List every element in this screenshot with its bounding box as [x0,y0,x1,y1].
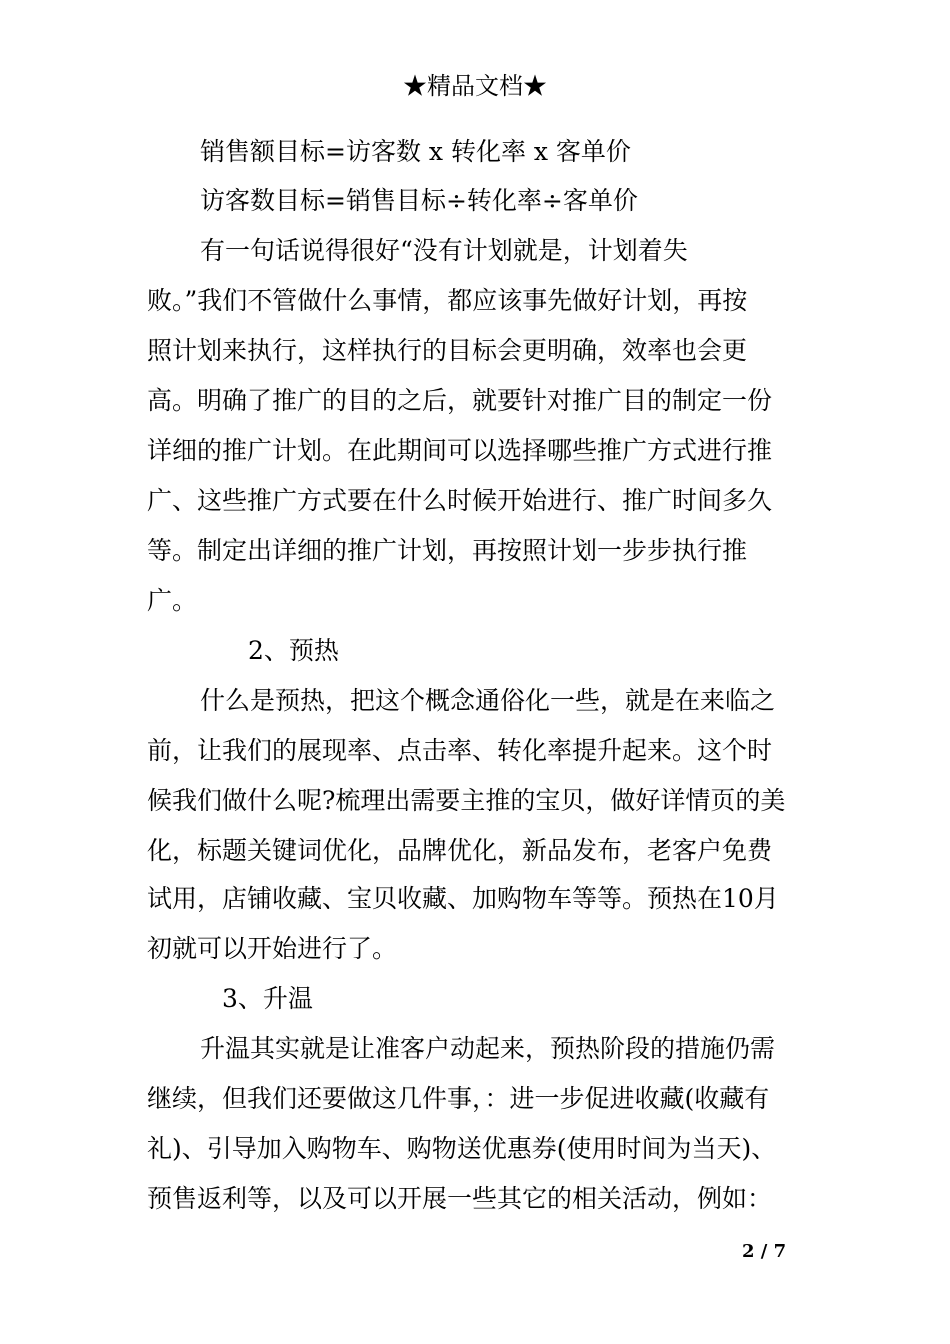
body-line: 广。 [147,586,198,615]
body-line: 初就可以开始进行了。 [147,934,398,963]
body-line: 什么是预热，把这个概念通俗化一些，就是在来临之 [200,686,776,715]
body-line: 败。”我们不管做什么事情，都应该事先做好计划，再按 [147,286,748,315]
body-line: 详细的推广计划。在此期间可以选择哪些推广方式进行推 [147,436,773,465]
body-line: 前，让我们的展现率、点击率、转化率提升起来。这个时 [147,736,773,765]
body-line: 照计划来执行，这样执行的目标会更明确，效率也会更 [147,336,748,365]
page-number: 2 / 7 [742,1241,787,1262]
body-line: 等。制定出详细的推广计划，再按照计划一步步执行推 [147,536,748,565]
body-line: 继续，但我们还要做这几件事，：进一步促进收藏(收藏有 [147,1084,770,1113]
body-line: 广、这些推广方式要在什么时候开始进行、推广时间多久 [147,486,773,515]
document-header: ★精品文档★ [403,72,547,100]
body-line: 高。明确了推广的目的之后，就要针对推广目的制定一份 [147,386,773,415]
body-line: 候我们做什么呢?梳理出需要主推的宝贝，做好详情页的美 [147,786,786,815]
body-line: 礼)、引导加入购物车、购物送优惠券(使用时间为当天)、 [147,1134,777,1163]
body-line: 访客数目标=销售目标÷转化率÷客单价 [200,186,638,215]
body-line: 销售额目标=访客数 x 转化率 x 客单价 [200,137,631,166]
body-line: 有一句话说得很好“没有计划就是，计划着失 [200,236,688,265]
body-line: 试用，店铺收藏、宝贝收藏、加购物车等等。预热在10月 [147,884,779,913]
body-line: 化，标题关键词优化，品牌优化，新品发布，老客户免费 [147,836,773,865]
section-heading: 2、预热 [248,636,339,665]
section-heading: 3、升温 [222,984,313,1013]
body-line: 预售返利等，以及可以开展一些其它的相关活动，例如： [147,1184,773,1213]
body-line: 升温其实就是让准客户动起来，预热阶段的措施仍需 [200,1034,776,1063]
